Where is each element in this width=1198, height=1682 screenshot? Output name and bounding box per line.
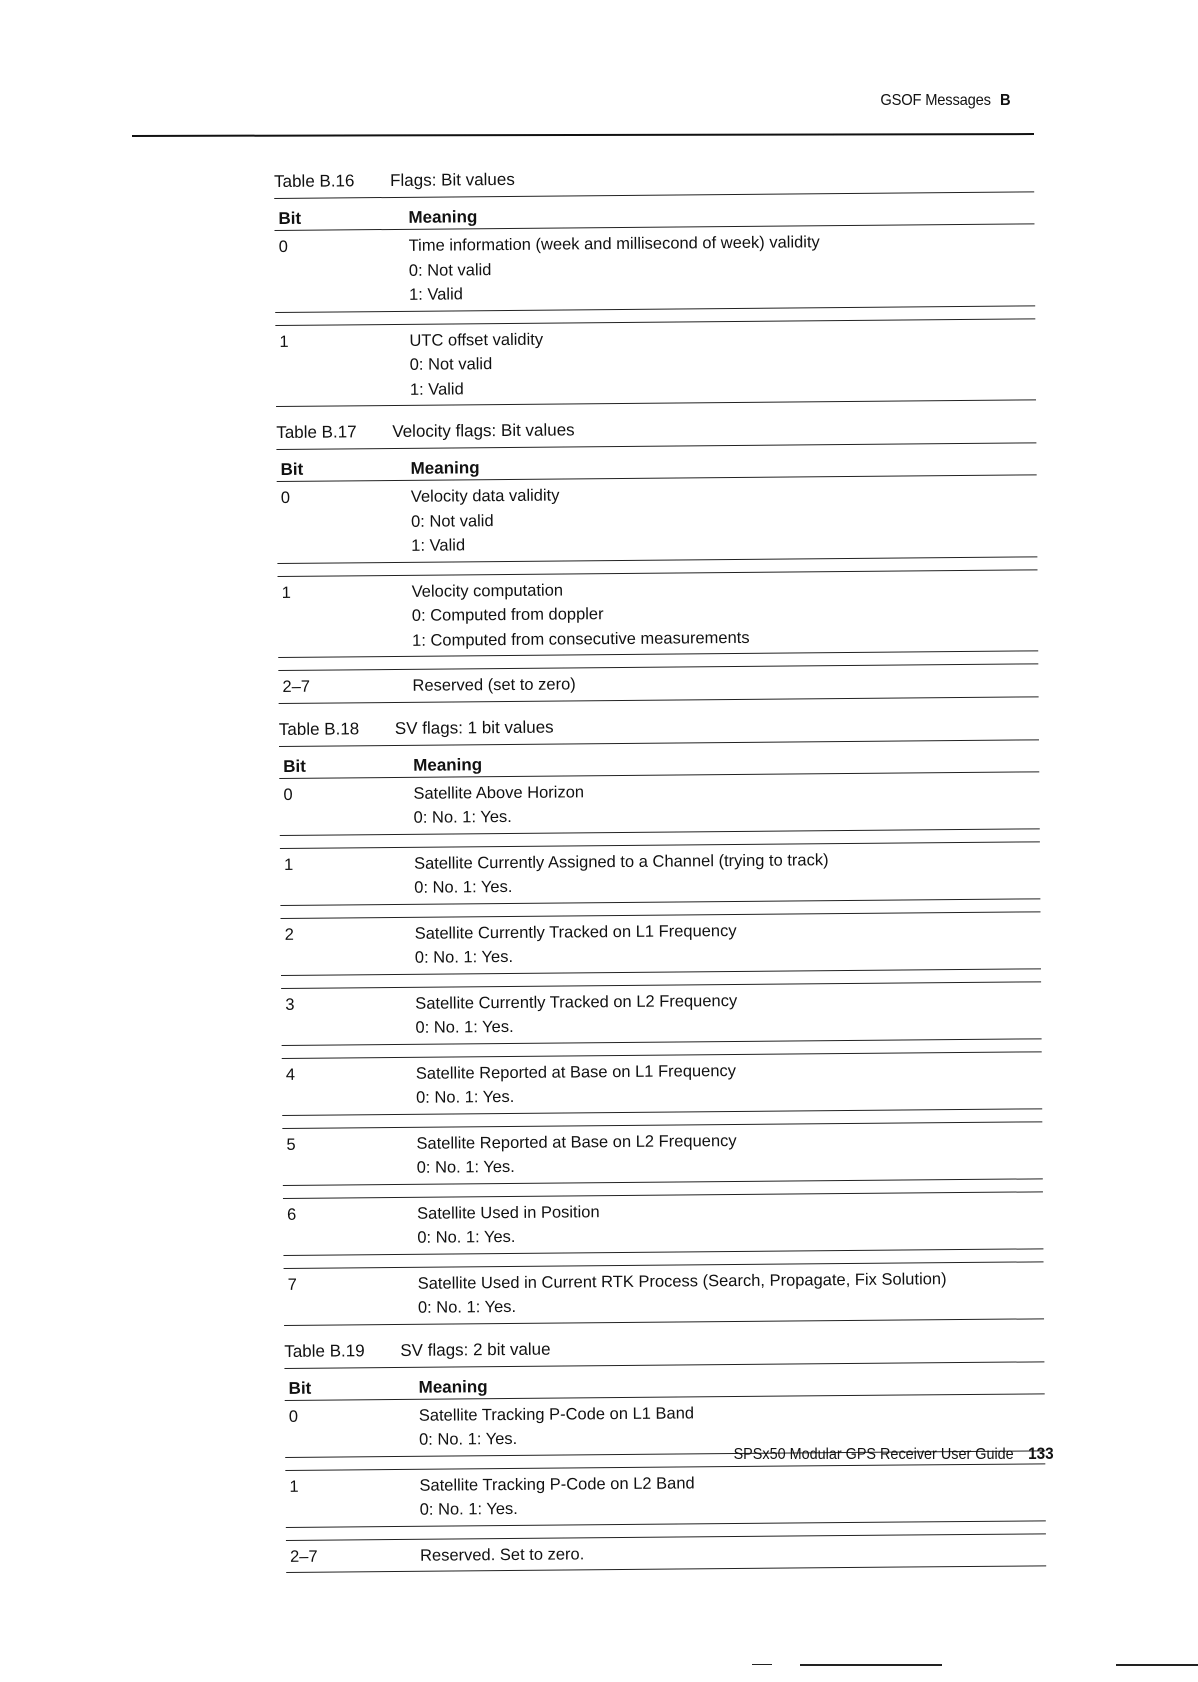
meaning-line: Satellite Reported at Base on L1 Frequency: [415, 1061, 737, 1083]
meaning-cell: [409, 228, 1036, 307]
meaning-line: 1: Valid: [409, 379, 464, 399]
bit-cell: 1: [279, 332, 289, 351]
bit-cell: 5: [286, 1135, 296, 1154]
meaning-line: Satellite Tracking P-Code on L1 Band: [418, 1403, 695, 1425]
meaning-cell: [416, 1056, 1042, 1110]
table-row: [285, 1463, 1045, 1528]
page-number: 133: [1028, 1444, 1054, 1463]
meaning-line: 0: Computed from doppler: [411, 605, 604, 625]
table-number: Table B.17: [276, 422, 357, 442]
table-block: [279, 713, 1044, 1326]
column-header-meaning: Meaning: [418, 1376, 488, 1397]
bit-cell: 7: [287, 1275, 297, 1294]
meaning-cell: [415, 916, 1041, 970]
data-table: [274, 191, 1036, 407]
bit-cell: 1: [289, 1477, 299, 1496]
bit-cell: 2–7: [282, 677, 311, 696]
meaning-line: Satellite Above Horizon: [413, 782, 585, 803]
bit-cell: 4: [285, 1065, 296, 1084]
meaning-line: 0: Not valid: [408, 260, 492, 280]
column-header-meaning: Meaning: [410, 458, 480, 478]
table-row: [279, 772, 1039, 836]
bit-cell: 6: [287, 1205, 297, 1224]
meaning-line: 0: No. 1: Yes.: [419, 1499, 518, 1519]
meaning-cell: [411, 479, 1038, 558]
meaning-line: 0: No. 1: Yes.: [414, 877, 513, 897]
meaning-line: Velocity computation: [411, 580, 564, 601]
table-row: [283, 1191, 1043, 1256]
meaning-cell: [420, 1538, 1046, 1568]
table-row: [281, 981, 1041, 1046]
meaning-line: 0: Not valid: [410, 511, 494, 531]
table-row: [275, 318, 1036, 407]
table-caption: [274, 165, 1034, 192]
table-row: [278, 663, 1038, 703]
meaning-cell: [416, 1126, 1042, 1180]
table-number: Table B.16: [274, 171, 355, 191]
data-table: [276, 442, 1038, 703]
meaning-cell: [418, 1266, 1044, 1320]
table-row: [277, 475, 1038, 563]
table-row: [278, 569, 1039, 658]
running-header: [880, 92, 1010, 110]
scan-artifact-mark: [800, 1664, 942, 1666]
meaning-cell: [417, 1196, 1043, 1250]
meaning-line: Satellite Currently Tracked on L2 Frequency: [415, 991, 738, 1013]
meaning-line: Satellite Reported at Base on L2 Frequency: [416, 1131, 737, 1153]
table-number: Table B.19: [284, 1340, 365, 1361]
table-title: Flags: Bit values: [389, 169, 515, 190]
table-title: Velocity flags: Bit values: [392, 420, 575, 441]
table-row: [286, 1533, 1046, 1573]
meaning-line: Velocity data validity: [410, 486, 560, 506]
meaning-line: 1: Computed from consecutive measurements: [412, 628, 750, 650]
table-title: SV flags: 1 bit values: [394, 717, 554, 738]
page-content: [274, 165, 1046, 1589]
bit-cell: 3: [285, 995, 295, 1014]
meaning-line: Reserved (set to zero): [412, 675, 576, 695]
table-row: [275, 224, 1036, 312]
table-row: [281, 911, 1041, 976]
table-caption: [284, 1335, 1044, 1362]
meaning-line: 0: No. 1: Yes.: [417, 1297, 517, 1317]
bit-cell: 0: [280, 488, 291, 507]
table-block: [274, 165, 1036, 407]
meaning-line: 0: No. 1: Yes.: [414, 947, 514, 967]
bit-cell: 0: [283, 785, 293, 804]
column-header-meaning: Meaning: [408, 207, 478, 227]
meaning-line: 0: Not valid: [409, 355, 493, 374]
meaning-line: 0: No. 1: Yes.: [416, 1087, 515, 1107]
scan-artifact-mark: [1116, 1664, 1198, 1666]
table-row: [284, 1261, 1044, 1326]
meaning-line: Satellite Used in Current RTK Process (Search, Propagate, Fix Solution): [417, 1269, 947, 1293]
meaning-cell: [415, 986, 1041, 1040]
table-row: [282, 1121, 1042, 1186]
running-footer: [734, 1444, 1054, 1464]
bit-cell: 2–7: [290, 1547, 318, 1566]
meaning-cell: [419, 1468, 1045, 1522]
table-caption: [279, 713, 1039, 740]
column-header-bit: Bit: [280, 459, 304, 479]
meaning-cell: [414, 846, 1040, 900]
section-letter: B: [999, 92, 1010, 109]
meaning-cell: [413, 776, 1039, 830]
bit-cell: 1: [281, 583, 291, 602]
meaning-line: 0: No. 1: Yes.: [415, 1017, 514, 1037]
table-title: SV flags: 2 bit value: [400, 1339, 551, 1360]
column-header-bit: Bit: [288, 1378, 312, 1398]
meaning-line: Time information (week and millisecond of week) validity: [408, 233, 820, 255]
meaning-cell: [409, 323, 1036, 402]
meaning-line: Satellite Tracking P-Code on L2 Band: [419, 1473, 695, 1495]
meaning-line: 0: No. 1: Yes.: [418, 1429, 518, 1449]
bit-cell: 2: [284, 925, 294, 944]
table-row: [282, 1051, 1042, 1116]
meaning-line: Satellite Currently Tracked on L1 Frequency: [414, 921, 737, 943]
meaning-line: 0: No. 1: Yes.: [416, 1157, 515, 1177]
meaning-line: 1: Valid: [411, 536, 466, 555]
meaning-cell: [412, 668, 1038, 698]
meaning-line: 1: Valid: [408, 285, 463, 304]
table-number: Table B.18: [278, 718, 360, 739]
meaning-line: Satellite Currently Assigned to a Channel (trying to track): [413, 850, 829, 873]
meaning-line: 0: No. 1: Yes.: [417, 1227, 516, 1247]
meaning-cell: [412, 574, 1039, 653]
meaning-line: UTC offset validity: [409, 330, 544, 350]
data-table: [279, 739, 1044, 1326]
meaning-line: Reserved. Set to zero.: [419, 1544, 585, 1565]
guide-title: SPSx50 Modular GPS Receiver User Guide: [733, 1446, 1015, 1463]
meaning-line: 0: No. 1: Yes.: [413, 807, 512, 827]
bit-cell: 0: [288, 1407, 299, 1426]
table-caption: [276, 416, 1036, 443]
table-block: [276, 416, 1038, 703]
column-header-bit: Bit: [283, 756, 306, 776]
section-title: GSOF Messages: [879, 92, 991, 109]
bit-cell: 0: [278, 237, 288, 256]
meaning-line: Satellite Used in Position: [417, 1202, 600, 1223]
column-header-meaning: Meaning: [413, 754, 483, 775]
table-row: [280, 841, 1040, 906]
scan-artifact-mark: [752, 1664, 772, 1665]
header-rule: [132, 133, 1034, 137]
column-header-bit: Bit: [278, 208, 302, 228]
data-table: [284, 1361, 1046, 1573]
bit-cell: 1: [283, 855, 294, 874]
